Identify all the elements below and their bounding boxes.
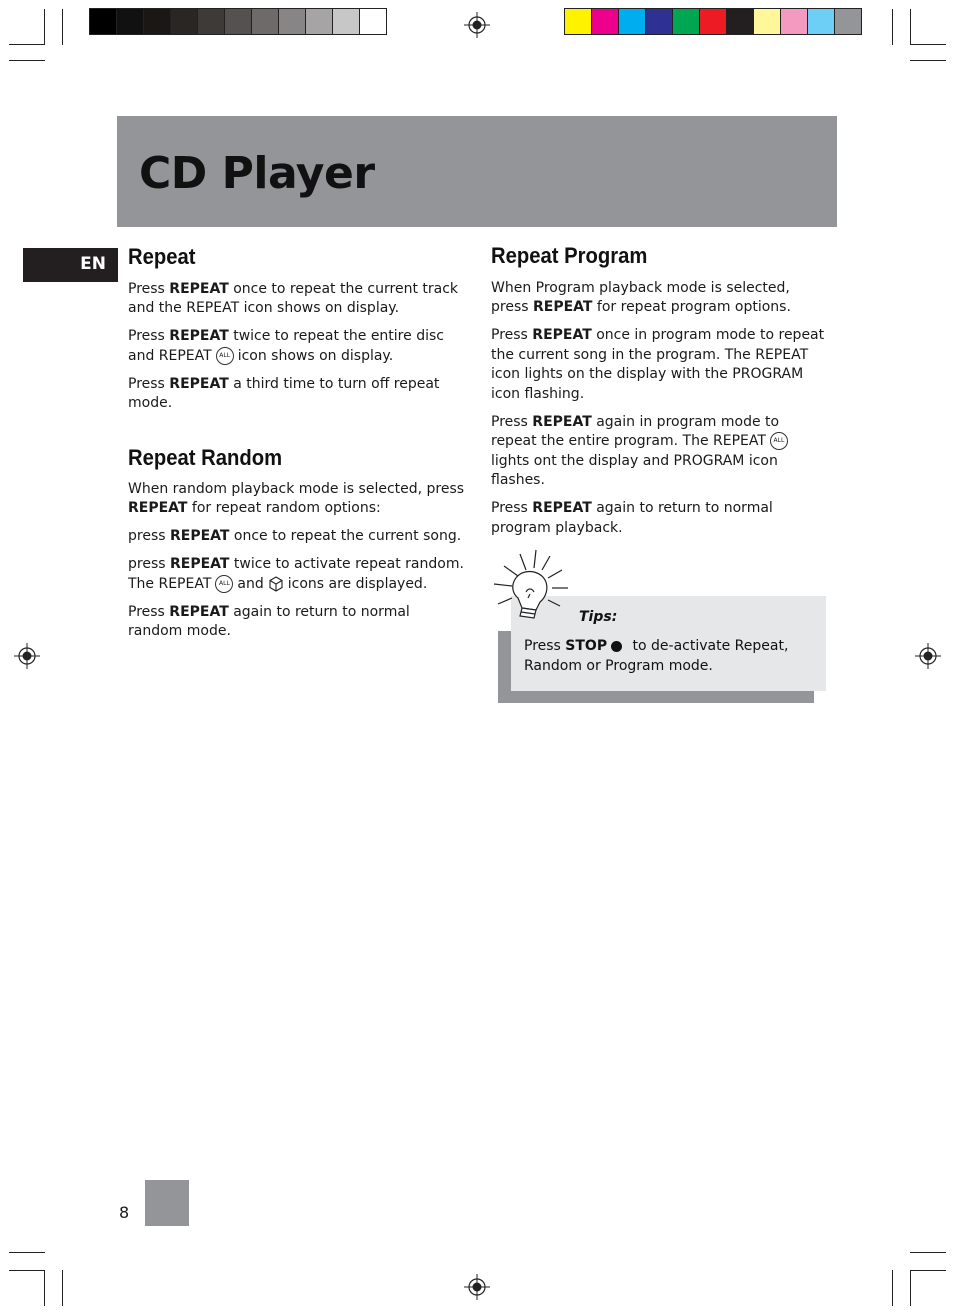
crop-mark — [62, 1270, 63, 1306]
color-swatch — [781, 9, 808, 34]
color-swatch — [673, 9, 700, 34]
section-heading-repeat-random: Repeat Random — [128, 445, 283, 470]
paragraph: Press REPEAT once to repeat the current track and the REPEAT icon shows on display. — [128, 280, 459, 316]
repeat-all-icon: ALL — [770, 432, 788, 450]
crop-mark — [9, 1252, 45, 1253]
crop-mark — [9, 44, 45, 45]
registration-mark-icon — [915, 643, 941, 669]
color-swatch — [835, 9, 861, 34]
color-swatch — [252, 9, 279, 34]
color-swatch — [279, 9, 306, 34]
color-swatch — [808, 9, 835, 34]
paragraph: Press REPEAT again to return to normal random mode. — [128, 603, 410, 639]
left-column — [128, 244, 468, 650]
page-number: 8 — [119, 1203, 130, 1222]
paragraph: press REPEAT twice to activate repeat random. The REPEAT ALL and icons are displayed. — [128, 556, 464, 592]
color-swatch — [306, 9, 333, 34]
language-tab — [23, 248, 118, 282]
paragraph: press REPEAT once to repeat the current song. — [128, 528, 462, 544]
paragraph: Press REPEAT twice to repeat the entire disc and REPEAT ALL icon shows on display. — [128, 328, 444, 364]
color-swatch — [565, 9, 592, 34]
paragraph: When random playback mode is selected, press REPEAT for repeat random options: — [128, 480, 465, 516]
crop-mark — [910, 60, 946, 61]
paragraph: Press REPEAT a third time to turn off repeat mode. — [128, 375, 440, 411]
color-swatch — [144, 9, 171, 34]
color-swatch — [90, 9, 117, 34]
registration-mark-icon — [14, 643, 40, 669]
color-swatch — [225, 9, 252, 34]
crop-mark — [910, 1270, 911, 1306]
crop-mark — [910, 9, 911, 45]
section-heading-repeat-program: Repeat Program — [491, 243, 648, 268]
process-color-bar — [564, 8, 862, 35]
color-swatch — [117, 9, 144, 34]
color-swatch — [198, 9, 225, 34]
lightbulb-icon — [490, 548, 572, 628]
crop-mark — [892, 1270, 893, 1306]
crop-mark — [910, 1252, 946, 1253]
color-swatch — [754, 9, 781, 34]
tip-body: Press STOP to de-activate Repeat, Random or Program mode. — [524, 638, 789, 674]
repeat-all-icon: ALL — [216, 347, 234, 365]
page-title: CD Player — [139, 148, 375, 199]
crop-mark — [62, 9, 63, 45]
paragraph: Press REPEAT again in program mode to repeat the entire program. The REPEAT ALLlights ont the display and PROGRAM icon flashes. — [491, 413, 827, 491]
color-swatch — [333, 9, 360, 34]
crop-mark — [892, 9, 893, 45]
repeat-all-icon: ALL — [215, 575, 233, 593]
crop-mark — [9, 1270, 45, 1271]
right-column — [491, 243, 827, 547]
crop-mark — [44, 9, 45, 45]
grayscale-color-bar — [89, 8, 387, 35]
crop-mark — [910, 1270, 946, 1271]
registration-mark-icon — [464, 12, 490, 38]
tip-title: Tips: — [579, 609, 618, 625]
language-label: EN — [80, 254, 106, 274]
color-swatch — [700, 9, 727, 34]
registration-mark-icon — [464, 1274, 490, 1300]
color-swatch — [619, 9, 646, 34]
color-swatch — [171, 9, 198, 34]
section-heading-repeat: Repeat — [128, 244, 196, 269]
stop-icon — [611, 641, 622, 652]
crop-mark — [9, 60, 45, 61]
color-swatch — [646, 9, 673, 34]
color-swatch — [360, 9, 386, 34]
paragraph: Press REPEAT again to return to normal program playback. — [491, 500, 773, 536]
crop-mark — [910, 44, 946, 45]
paragraph: When Program playback mode is selected, press REPEAT for repeat program options. — [491, 279, 791, 315]
crop-mark — [44, 1270, 45, 1306]
page-tab — [145, 1180, 189, 1226]
paragraph: Press REPEAT once in program mode to repeat the current song in the program. The REPEAT icon lights on the display with the PROGRAM icon flashing. — [491, 327, 825, 402]
color-swatch — [727, 9, 754, 34]
random-cube-icon — [268, 576, 284, 592]
color-swatch — [592, 9, 619, 34]
